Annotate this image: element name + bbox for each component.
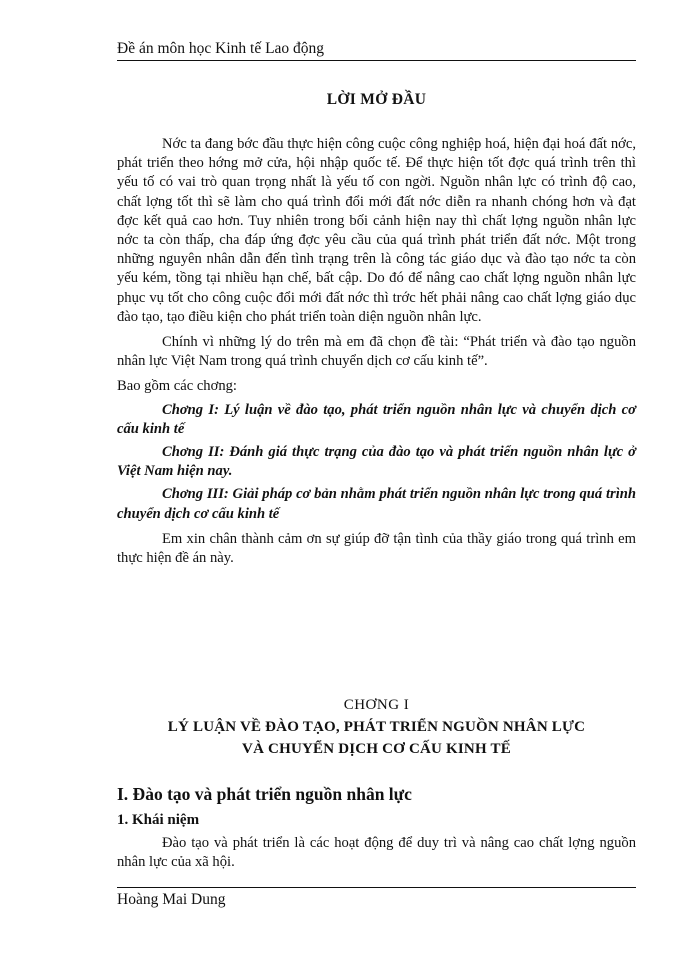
- footer-author: Hoàng Mai Dung: [117, 891, 226, 908]
- section-heading: I. Đào tạo và phát triển nguồn nhân lực: [117, 784, 412, 804]
- running-header: [117, 40, 636, 61]
- chapter-title-line-2: VÀ CHUYỂN DỊCH CƠ CẤU KINH TẾ: [242, 741, 511, 757]
- footer-divider: [117, 887, 636, 888]
- topic-paragraph: Chính vì những lý do trên mà em đã chọn đề tài: “Phát triển và đào tạo nguồn nhân lực Việt Nam trong quá trình chuyển dịch cơ cấu kinh tế”.: [117, 334, 636, 370]
- running-header-title: Đề án môn học Kinh tế Lao động: [117, 40, 325, 57]
- thanks-paragraph: Em xin chân thành cảm ơn sự giúp đỡ tận tình của thầy giáo trong quá trình em thực hiện đề án này.: [117, 530, 636, 567]
- intro-paragraph: Nớc ta đang bớc đầu thực hiện công cuộc công nghiệp hoá, hiện đại hoá đất nớc, phát triển theo hớng mở cửa, hội nhập quốc tế. Để thực hiện tốt đợc quá trình trên thì yếu tố có vai trò quan trọng nhất là yếu tố con ngời. Nguồn nhân lực có trình độ cao, chất lợng tốt thì sẽ làm cho quá trình đổi mới đất nớc diễn ra nhanh chóng hơn và đạt đợc kết quả cao hơn. Tuy nhiên trong bối cảnh hiện nay thì chất lợng nguồn nhân lực nớc ta còn thấp, cha đáp ứng đợc yêu cầu của quá trình phát triển đất nớc. Một trong những nguyên nhân dẫn đến tình trạng trên là công tác giáo dục và đào tạo nớc ta còn yếu kém, tồng tại nhiều hạn chế, bất cập. Do đó để nâng cao chất lợng nguồn nhân lực phục vụ tốt cho công cuộc đổi mới đất nớc thì trớc hết phải nâng cao chất lợng giáo dục đào tạo, tạo điều kiện cho phát triển toàn diện nguồn nhân lực.: [117, 136, 636, 325]
- page-title: LỜI MỞ ĐẦU: [326, 91, 427, 108]
- chapters-label: Bao gồm các chơng:: [117, 378, 237, 395]
- subsection-heading: 1. Khái niệm: [117, 812, 200, 828]
- intro-body: [117, 135, 636, 568]
- section-paragraph: Đào tạo và phát triển là các hoạt động để duy trì và nâng cao chất lợng nguồn nhân lực của xã hội.: [117, 835, 636, 871]
- chapter-list-item: Chơng III: Giải pháp cơ bản nhằm phát triển nguồn nhân lực trong quá trình chuyển dịch cơ cấu kinh tế: [117, 486, 636, 522]
- section-body: [117, 834, 636, 872]
- chapter-list: [117, 401, 636, 524]
- chapter-heading: [117, 694, 636, 760]
- chapter-title-line-1: LÝ LUẬN VỀ ĐÀO TẠO, PHÁT TRIỂN NGUỒN NHÂN LỰC: [167, 719, 586, 735]
- chapter-list-item: Chơng I: Lý luận về đào tạo, phát triển nguồn nhân lực và chuyển dịch cơ cấu kinh tế: [117, 401, 636, 437]
- chapter-number: CHƠNG I: [343, 697, 410, 713]
- chapter-list-item: Chơng II: Đánh giá thực trạng của đào tạo và phát triển nguồn nhân lực ở Việt Nam hiện nay.: [117, 444, 636, 480]
